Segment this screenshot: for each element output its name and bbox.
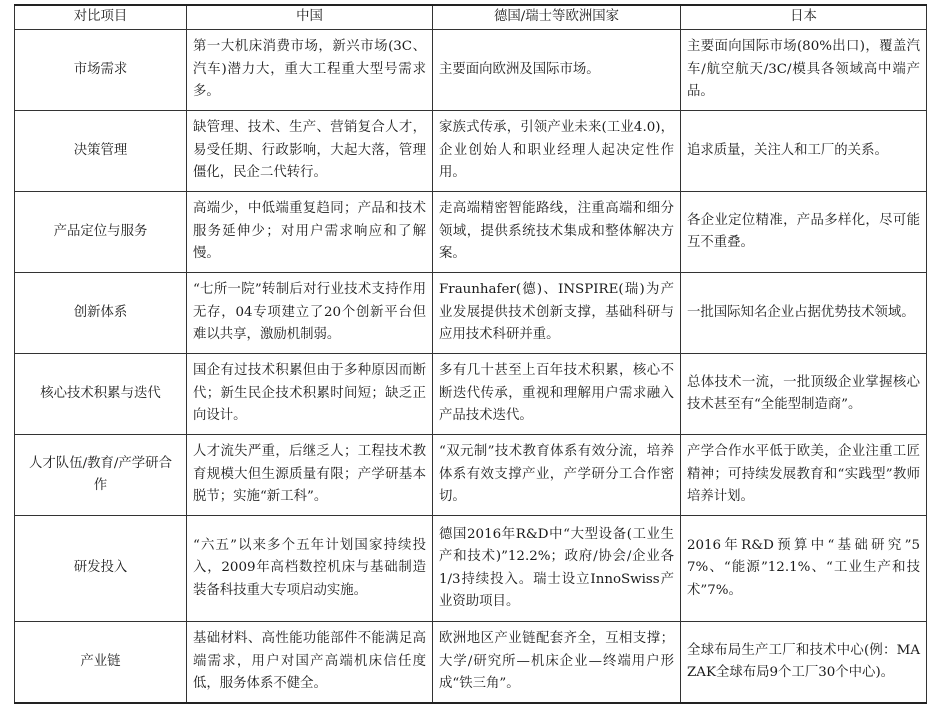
comparison-table-container bbox=[14, 4, 926, 704]
cell-europe: 德国2016年R&D中“大型设备(工业生产和技术)”12.2%；政府/协会/企业各1/3持续投入。瑞士设立InnoSwiss产业资助项目。 bbox=[433, 516, 681, 622]
cell-japan: 一批国际知名企业占据优势技术领域。 bbox=[681, 273, 927, 354]
table-row bbox=[15, 192, 927, 273]
comparison-table bbox=[14, 4, 927, 704]
cell-japan: 总体技术一流，一批顶级企业掌握核心技术甚至有“全能型制造商”。 bbox=[681, 354, 927, 435]
cell-europe: 走高端精密智能路线，注重高端和细分领域，提供系统技术集成和整体解决方案。 bbox=[433, 192, 681, 273]
cell-china: 缺管理、技术、生产、营销复合人才，易受任期、行政影响，大起大落，管理僵化，民企二代转行。 bbox=[187, 111, 433, 192]
header-europe: 德国/瑞士等欧洲国家 bbox=[433, 5, 681, 30]
cell-japan: 产学合作水平低于欧美，企业注重工匠精神；可持续发展教育和“实践型”教师培养计划。 bbox=[681, 435, 927, 516]
row-item-label: 产业链 bbox=[15, 622, 187, 704]
table-row bbox=[15, 622, 927, 704]
row-item-label: 市场需求 bbox=[15, 30, 187, 111]
table-row bbox=[15, 273, 927, 354]
cell-europe: 主要面向欧洲及国际市场。 bbox=[433, 30, 681, 111]
row-item-label: 决策管理 bbox=[15, 111, 187, 192]
header-item: 对比项目 bbox=[15, 5, 187, 30]
cell-europe: 多有几十甚至上百年技术积累，核心不断迭代传承，重视和理解用户需求融入产品技术迭代。 bbox=[433, 354, 681, 435]
table-header-row bbox=[15, 5, 927, 30]
cell-china: 高端少，中低端重复趋同；产品和技术服务延伸少；对用户需求响应和了解慢。 bbox=[187, 192, 433, 273]
table-row bbox=[15, 111, 927, 192]
row-item-label: 核心技术积累与迭代 bbox=[15, 354, 187, 435]
row-item-label: 人才队伍/教育/产学研合作 bbox=[15, 435, 187, 516]
cell-china: 基础材料、高性能功能部件不能满足高端需求，用户对国产高端机床信任度低，服务体系不健全。 bbox=[187, 622, 433, 704]
cell-japan: 2016年R&D预算中“基础研究”57%、“能源”12.1%、“工业生产和技术”7%。 bbox=[681, 516, 927, 622]
table-row bbox=[15, 435, 927, 516]
table-row bbox=[15, 354, 927, 435]
row-item-label: 研发投入 bbox=[15, 516, 187, 622]
cell-china: 国企有过技术积累但由于多种原因而断代；新生民企技术积累时间短；缺乏正向设计。 bbox=[187, 354, 433, 435]
cell-china: “六五”以来多个五年计划国家持续投入，2009年高档数控机床与基础制造装备科技重大专项启动实施。 bbox=[187, 516, 433, 622]
cell-china: “七所一院”转制后对行业技术支持作用无存，04专项建立了20个创新平台但难以共享，激励机制弱。 bbox=[187, 273, 433, 354]
cell-europe: 欧洲地区产业链配套齐全，互相支撑；大学/研究所—机床企业—终端用户形成“铁三角”。 bbox=[433, 622, 681, 704]
row-item-label: 产品定位与服务 bbox=[15, 192, 187, 273]
cell-japan: 追求质量，关注人和工厂的关系。 bbox=[681, 111, 927, 192]
table-row bbox=[15, 30, 927, 111]
cell-europe: “双元制”技术教育体系有效分流，培养体系有效支撑产业，产学研分工合作密切。 bbox=[433, 435, 681, 516]
cell-china: 人才流失严重，后继乏人；工程技术教育规模大但生源质量有限；产学研基本脱节；实施“新工科”。 bbox=[187, 435, 433, 516]
cell-japan: 各企业定位精准，产品多样化，尽可能互不重叠。 bbox=[681, 192, 927, 273]
cell-china: 第一大机床消费市场，新兴市场(3C、汽车)潜力大，重大工程重大型号需求多。 bbox=[187, 30, 433, 111]
table-row bbox=[15, 516, 927, 622]
cell-europe: Fraunhafer(德)、INSPIRE(瑞)为产业发展提供技术创新支撑，基础科研与应用技术科研并重。 bbox=[433, 273, 681, 354]
cell-japan: 全球布局生产工厂和技术中心(例：MAZAK全球布局9个工厂30个中心)。 bbox=[681, 622, 927, 704]
header-japan: 日本 bbox=[681, 5, 927, 30]
row-item-label: 创新体系 bbox=[15, 273, 187, 354]
header-china: 中国 bbox=[187, 5, 433, 30]
cell-japan: 主要面向国际市场(80%出口)，覆盖汽车/航空航天/3C/模具各领域高中端产品。 bbox=[681, 30, 927, 111]
cell-europe: 家族式传承，引领产业未来(工业4.0)，企业创始人和职业经理人起决定性作用。 bbox=[433, 111, 681, 192]
